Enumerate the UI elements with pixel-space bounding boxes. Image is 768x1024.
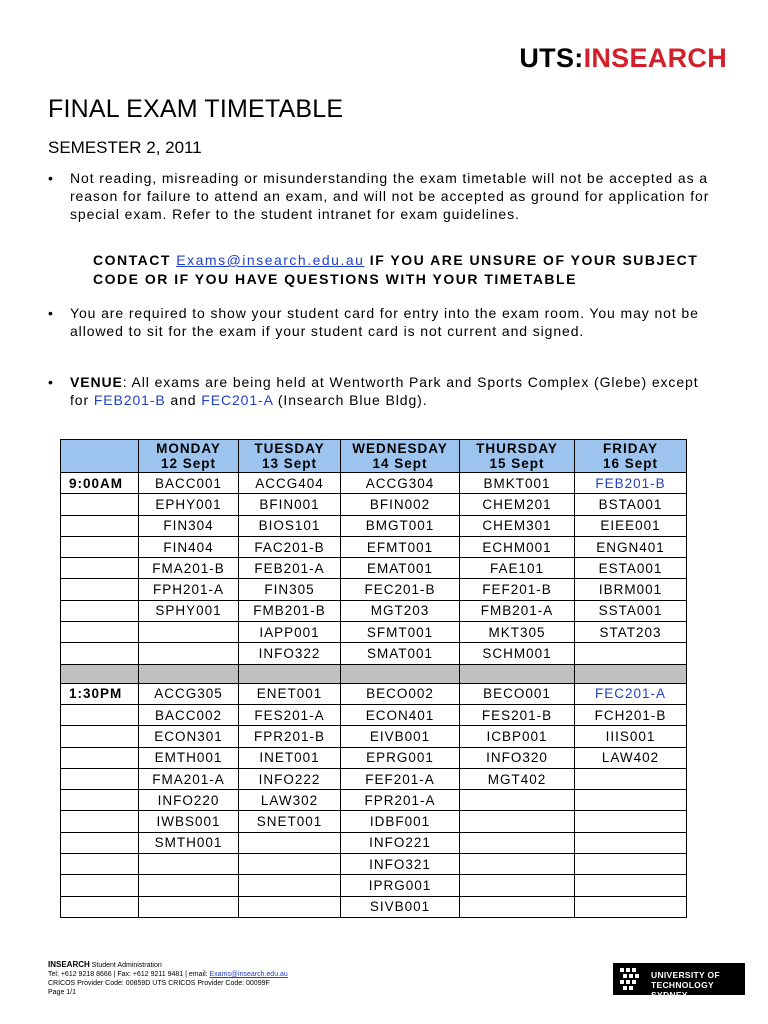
subject-code-cell: FIN404 [139, 536, 239, 557]
session-time-cell [61, 494, 139, 515]
table-row [61, 683, 687, 704]
subject-code-cell: FES201-B [460, 704, 575, 725]
subject-code-cell: ACCG404 [239, 473, 341, 494]
subject-code-cell: SFMT001 [341, 622, 460, 643]
venue-code: FEB201-B [93, 392, 166, 408]
subject-code-cell: FEF201-B [460, 579, 575, 600]
session-time-cell: 1:30PM [61, 683, 139, 704]
separator-cell [239, 664, 341, 683]
subject-code-cell: CHEM301 [460, 515, 575, 536]
header-row [61, 440, 687, 473]
subject-code-cell: FAC201-B [239, 536, 341, 557]
subject-code-cell [239, 875, 341, 896]
table-row [61, 622, 687, 643]
separator-cell [575, 664, 687, 683]
subject-code-cell: IAPP001 [239, 622, 341, 643]
subject-code-cell [575, 790, 687, 811]
separator-cell [61, 664, 139, 683]
day-name: TUESDAY [254, 441, 325, 456]
subject-code-cell [239, 854, 341, 875]
page-number: Page 1/1 [48, 989, 77, 996]
subject-code-cell: EPRG001 [341, 747, 460, 768]
subject-code-cell: IPRG001 [341, 875, 460, 896]
table-row [61, 600, 687, 621]
subject-code-cell: MGT203 [341, 600, 460, 621]
logo-uts: UTS [519, 43, 575, 73]
subject-code-cell: BACC001 [139, 473, 239, 494]
subject-code-cell [139, 854, 239, 875]
subject-code-cell: FMA201-A [139, 768, 239, 789]
subject-code-cell: SMTH001 [139, 832, 239, 853]
session-time-cell [61, 600, 139, 621]
footer-email-link[interactable]: Exams@insearch.edu.au [209, 971, 288, 978]
subject-code-cell [575, 811, 687, 832]
subject-code-cell: FEF201-A [341, 768, 460, 789]
uts-insearch-logo: UTS:INSEARCH [519, 43, 727, 73]
subject-code-cell [139, 896, 239, 917]
subject-code-cell: SPHY001 [139, 600, 239, 621]
subject-code-cell: SSTA001 [575, 600, 687, 621]
session-time-cell [61, 536, 139, 557]
subject-code-cell [139, 643, 239, 664]
day-header-monday [139, 440, 239, 473]
day-header-wednesday [341, 440, 460, 473]
subject-code-cell: EMTH001 [139, 747, 239, 768]
subject-code-cell: FMA201-B [139, 558, 239, 579]
day-name: THURSDAY [476, 441, 558, 456]
subject-code-cell: MKT305 [460, 622, 575, 643]
session-separator-row [61, 664, 687, 683]
subject-code-cell: FIN304 [139, 515, 239, 536]
subject-code-cell: BSTA001 [575, 494, 687, 515]
subject-code-cell: FEC201-B [341, 579, 460, 600]
subject-code-cell: STAT203 [575, 622, 687, 643]
subject-code-cell: IDBF001 [341, 811, 460, 832]
table-row [61, 768, 687, 789]
table-row [61, 704, 687, 725]
session-time-cell [61, 790, 139, 811]
subject-code-cell: BMGT001 [341, 515, 460, 536]
session-time-cell [61, 811, 139, 832]
session-time-cell [61, 875, 139, 896]
subject-code-cell [460, 896, 575, 917]
subject-code-cell: INFO221 [341, 832, 460, 853]
subject-code-cell: FPH201-A [139, 579, 239, 600]
subject-code-cell: ICBP001 [460, 726, 575, 747]
subject-code-cell: SIVB001 [341, 896, 460, 917]
table-row [61, 726, 687, 747]
footer: INSEARCH Student Administration Tel: +612 9218 8666 | Fax: +612 9211 9481 | email: Exams@insearch.edu.au CRICOS Provider Code: 00859D UTS CRICOS Provider Code: 00099F Page 1/1 [48, 960, 288, 996]
subject-code-cell [239, 896, 341, 917]
subject-code-cell: BIOS101 [239, 515, 341, 536]
subject-code-cell: ECON301 [139, 726, 239, 747]
table-row [61, 494, 687, 515]
subject-code-cell: INET001 [239, 747, 341, 768]
subject-code-cell: FEB201-B [575, 473, 687, 494]
subject-code-cell: FIN305 [239, 579, 341, 600]
subject-code-cell: BECO001 [460, 683, 575, 704]
day-header-friday [575, 440, 687, 473]
table-row [61, 875, 687, 896]
table-row [61, 579, 687, 600]
uts-crest-icon [619, 967, 641, 991]
subject-code-cell: INFO220 [139, 790, 239, 811]
day-date: 12 Sept [160, 456, 217, 471]
day-date: 16 Sept [602, 456, 659, 471]
subject-code-cell: EIVB001 [341, 726, 460, 747]
subject-code-cell [575, 896, 687, 917]
subject-code-cell: BFIN002 [341, 494, 460, 515]
day-date: 14 Sept [372, 456, 428, 471]
subject-code-cell: IBRM001 [575, 579, 687, 600]
subject-code-cell: BACC002 [139, 704, 239, 725]
subject-code-cell: LAW302 [239, 790, 341, 811]
subject-code-cell: IWBS001 [139, 811, 239, 832]
exam-timetable [60, 439, 687, 918]
session-time-cell [61, 832, 139, 853]
bullet-icon: • [48, 170, 54, 186]
subject-code-cell [460, 790, 575, 811]
footer-org: INSEARCH [48, 960, 90, 969]
subject-code-cell: ENGN401 [575, 536, 687, 557]
separator-cell [460, 664, 575, 683]
uts-university-logo: UNIVERSITY OF TECHNOLOGY SYDNEY [613, 963, 745, 995]
day-date: 13 Sept [261, 456, 318, 471]
subject-code-cell [139, 875, 239, 896]
bullet-icon: • [48, 305, 54, 321]
subject-code-cell: FPR201-B [239, 726, 341, 747]
subject-code-cell: FES201-A [239, 704, 341, 725]
subject-code-cell: EFMT001 [341, 536, 460, 557]
separator-cell [341, 664, 460, 683]
subject-code-cell: IIIS001 [575, 726, 687, 747]
subject-code-cell: EIEE001 [575, 515, 687, 536]
subject-code-cell: ACCG305 [139, 683, 239, 704]
subject-code-cell [460, 832, 575, 853]
subject-code-cell [575, 643, 687, 664]
subject-code-cell: FEB201-A [239, 558, 341, 579]
day-header-thursday [460, 440, 575, 473]
bullet-misreading: • Not reading, misreading or misunderstanding the exam timetable will not be accepted as a reason for failure to attend an exam, and will not be accepted as ground for application for special exam. Refer to the student intranet for exam guidelines. [48, 170, 710, 222]
subject-code-cell: SCHM001 [460, 643, 575, 664]
session-time-cell [61, 643, 139, 664]
session-time-cell [61, 622, 139, 643]
subject-code-cell [460, 811, 575, 832]
day-name: WEDNESDAY [352, 441, 448, 456]
table-row [61, 790, 687, 811]
subject-code-cell: LAW402 [575, 747, 687, 768]
subject-code-cell [460, 854, 575, 875]
separator-cell [139, 664, 239, 683]
subject-code-cell: SMAT001 [341, 643, 460, 664]
contact-email-link[interactable]: Exams@insearch.edu.au [176, 252, 365, 268]
subject-code-cell [575, 875, 687, 896]
subject-code-cell: ECHM001 [460, 536, 575, 557]
subject-code-cell: INFO322 [239, 643, 341, 664]
session-time-cell [61, 768, 139, 789]
table-row [61, 747, 687, 768]
subject-code-cell: FCH201-B [575, 704, 687, 725]
table-row [61, 832, 687, 853]
subject-code-cell: FMB201-B [239, 600, 341, 621]
subject-code-cell [460, 875, 575, 896]
subject-code-cell: ENET001 [239, 683, 341, 704]
subject-code-cell: BFIN001 [239, 494, 341, 515]
contact-notice: CONTACT Exams@insearch.edu.au IF YOU ARE UNSURE OF YOUR SUBJECT CODE OR IF YOU HAVE QUESTIONS WITH YOUR TIMETABLE [93, 252, 699, 287]
subject-code-cell: EPHY001 [139, 494, 239, 515]
bullet-venue: • VENUE: All exams are being held at Wentworth Park and Sports Complex (Glebe) except for FEB201-B and FEC201-A (Insearch Blue Bldg). [48, 374, 699, 408]
session-time-cell [61, 558, 139, 579]
subject-code-cell: BECO002 [341, 683, 460, 704]
subject-code-cell: SNET001 [239, 811, 341, 832]
subject-code-cell: CHEM201 [460, 494, 575, 515]
subject-code-cell [575, 768, 687, 789]
header-corner-cell [61, 440, 139, 473]
session-time-cell [61, 579, 139, 600]
subject-code-cell: ECON401 [341, 704, 460, 725]
session-time-cell [61, 854, 139, 875]
day-date: 15 Sept [489, 456, 545, 471]
page-title: FINAL EXAM TIMETABLE [48, 95, 344, 123]
subject-code-cell [139, 622, 239, 643]
subject-code-cell [575, 854, 687, 875]
subject-code-cell: INFO321 [341, 854, 460, 875]
table-row [61, 811, 687, 832]
table-row [61, 896, 687, 917]
subject-code-cell: MGT402 [460, 768, 575, 789]
subject-code-cell: FMB201-A [460, 600, 575, 621]
subject-code-cell [239, 832, 341, 853]
table-row [61, 473, 687, 494]
venue-label: VENUE [70, 374, 123, 390]
subject-code-cell: EMAT001 [341, 558, 460, 579]
day-header-tuesday [239, 440, 341, 473]
logo-insearch: INSEARCH [583, 43, 727, 73]
table-row [61, 515, 687, 536]
table-row [61, 643, 687, 664]
day-name: FRIDAY [602, 441, 658, 456]
bullet-student-card: • You are required to show your student card for entry into the exam room. You may not be allowed to sit for the exam if your student card is not current and signed. [48, 305, 699, 339]
bullet-icon: • [48, 374, 54, 390]
venue-code: FEC201-A [201, 392, 274, 408]
session-time-cell [61, 896, 139, 917]
subject-code-cell: FEC201-A [575, 683, 687, 704]
session-time-cell [61, 704, 139, 725]
session-time-cell [61, 726, 139, 747]
subject-code-cell: ACCG304 [341, 473, 460, 494]
session-time-cell [61, 747, 139, 768]
table-row [61, 558, 687, 579]
subject-code-cell: FPR201-A [341, 790, 460, 811]
subject-code-cell: FAE101 [460, 558, 575, 579]
session-time-cell: 9:00AM [61, 473, 139, 494]
subject-code-cell: ESTA001 [575, 558, 687, 579]
table-row [61, 854, 687, 875]
subject-code-cell: BMKT001 [460, 473, 575, 494]
subject-code-cell: INFO320 [460, 747, 575, 768]
subject-code-cell: INFO222 [239, 768, 341, 789]
session-time-cell [61, 515, 139, 536]
subject-code-cell [575, 832, 687, 853]
day-name: MONDAY [156, 441, 221, 456]
semester-heading: SEMESTER 2, 2011 [48, 138, 202, 157]
table-row [61, 536, 687, 557]
